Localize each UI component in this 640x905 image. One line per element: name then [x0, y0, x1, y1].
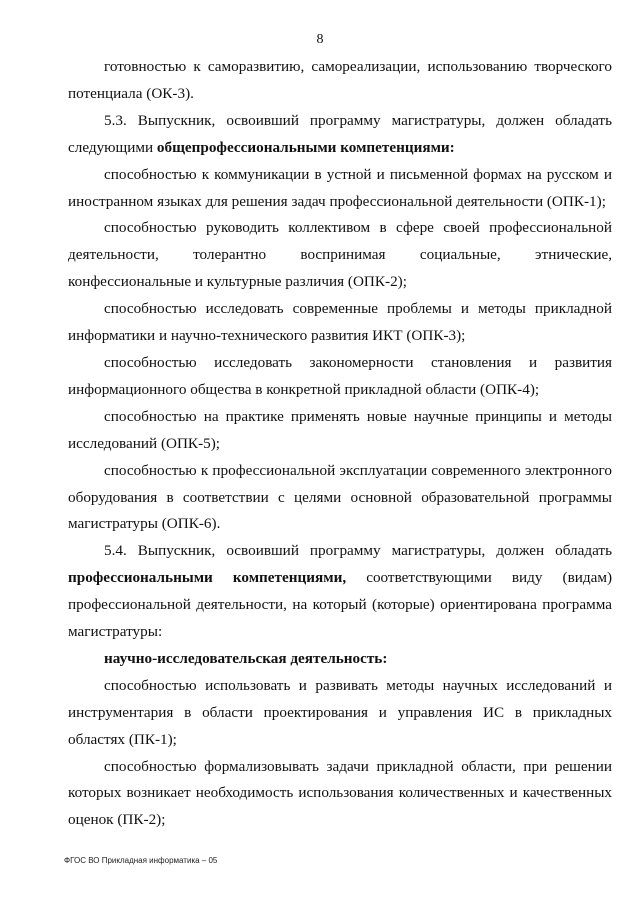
paragraph-opk4: способностью исследовать закономерности становления и развития информационного общества в конкретной прикладной области (ОПК-4); [68, 353, 612, 398]
paragraph-pk2: способностью формализовывать задачи прикладной области, при решении которых возникает необходимость использования количественных и качественных оценок (ПК-2); [68, 757, 612, 829]
professional-competencies-term: профессиональными компетенциями, [68, 569, 347, 587]
paragraph-opk5: способностью на практике применять новые научные принципы и методы исследований (ОПК-5); [68, 407, 612, 452]
research-activity-heading-paragraph [68, 646, 612, 673]
paragraph-5-3 [68, 108, 612, 162]
research-activity-heading: научно-исследовательская деятельность: [104, 649, 388, 667]
page-number: 8 [316, 32, 324, 47]
paragraph-opk1: способностью к коммуникации в устной и письменной формах на русском и иностранном языках для решения задач профессиональной деятельности (ОПК-1); [68, 165, 612, 210]
paragraph-5-4-text-b: соответствующими виду (видам) профессиональной деятельности, на который (которые) ориентирована программа магистратуры: [68, 569, 613, 641]
paragraph-opk6: способностью к профессиональной эксплуатации современного электронного оборудования в соответствии с целями основной образовательной программы магистратуры (ОПК-6). [68, 461, 612, 533]
paragraph-opk2: способностью руководить коллективом в сфере своей профессиональной деятельности, толерантно воспринимая социальные, этнические, конфессиональные и культурные различия (ОПК-2); [68, 219, 612, 291]
paragraph-pk1: способностью использовать и развивать методы научных исследований и инструментария в области проектирования и управления ИС в прикладных областях (ПК-1); [68, 676, 612, 748]
paragraph-5-4-text-a: 5.4. Выпускник, освоивший программу магистратуры, должен обладать [104, 542, 612, 560]
paragraph-5-3-text: 5.3. Выпускник, освоивший программу магистратуры, должен обладать следующими [68, 111, 612, 156]
document-body [68, 54, 612, 834]
document-footer: ФГОС ВО Прикладная информатика – 05 [64, 856, 218, 865]
general-professional-competencies-heading: общепрофессиональными компетенциями: [156, 138, 455, 156]
paragraph-ok3: готовностью к саморазвитию, самореализации, использованию творческого потенциала (ОК-3). [68, 58, 612, 102]
paragraph-opk3: способностью исследовать современные проблемы и методы прикладной информатики и научно-технического развития ИКТ (ОПК-3); [68, 300, 612, 345]
paragraph-5-4 [68, 538, 612, 646]
